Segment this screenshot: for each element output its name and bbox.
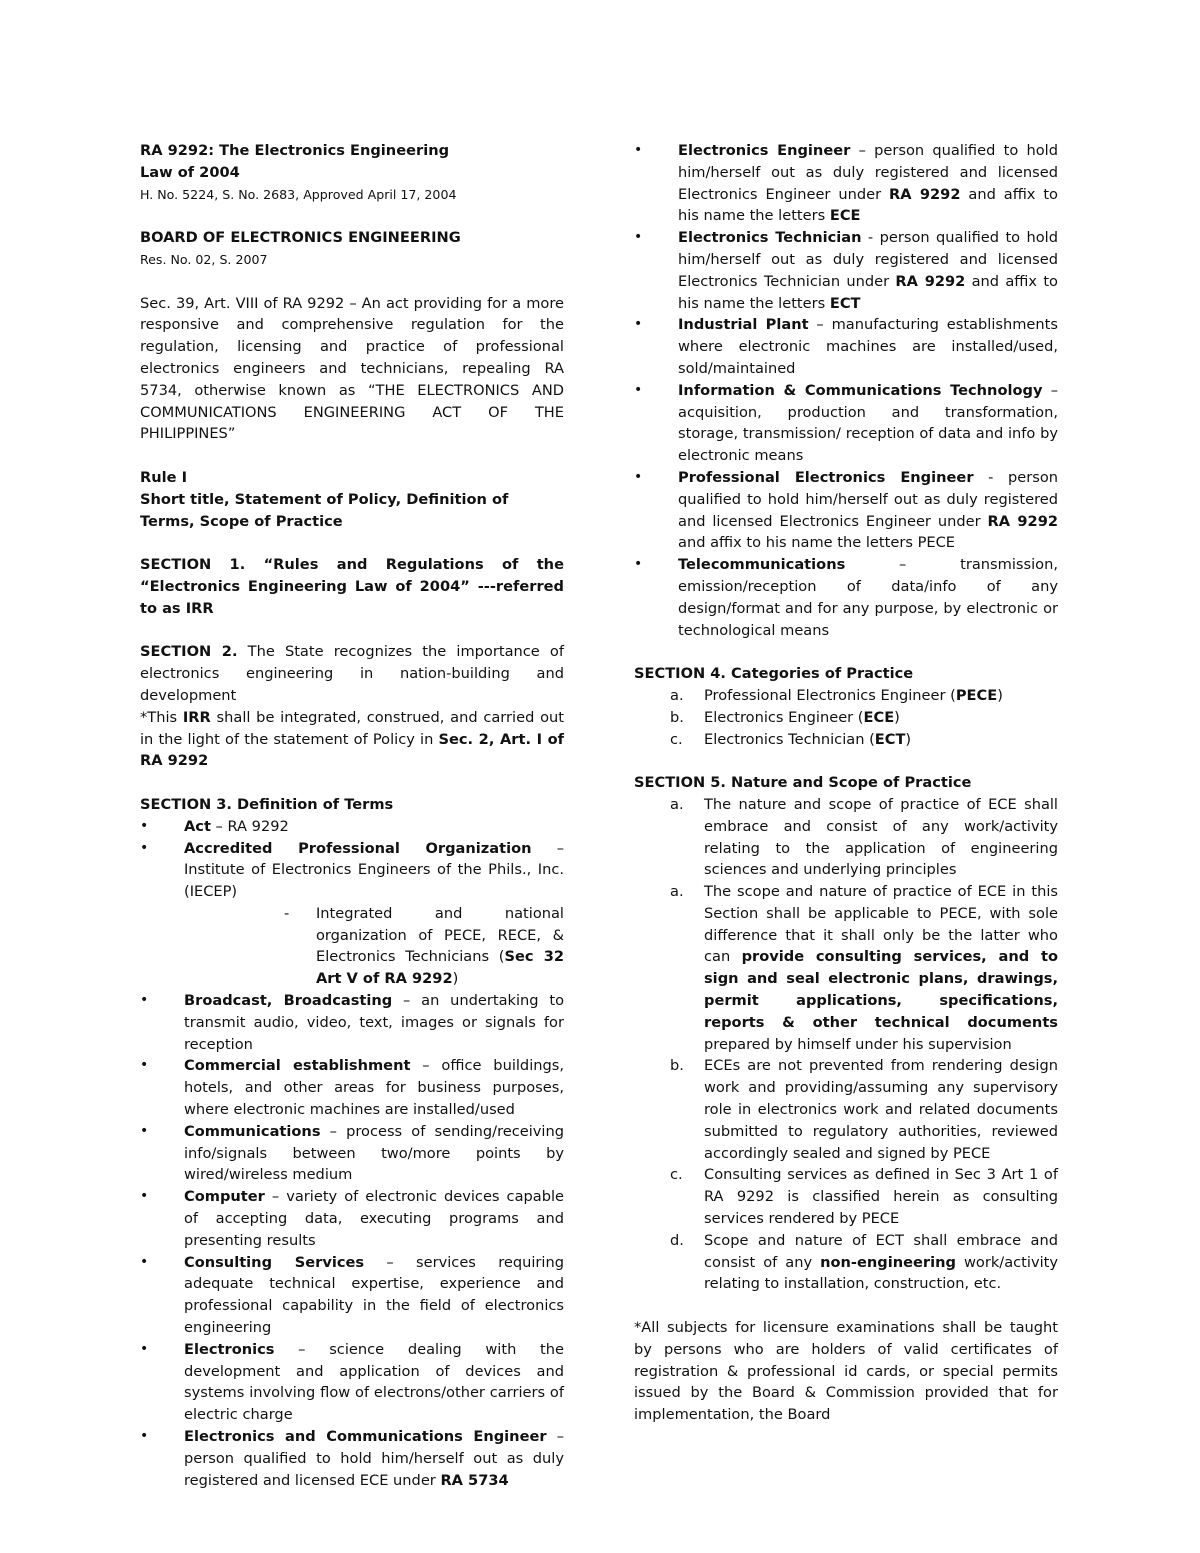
term-item — [140, 838, 564, 903]
term-name: Act — [184, 817, 211, 835]
term-def: variety of electronic devices capable of accepting data, executing programs and presenting results — [184, 1188, 565, 1249]
board-heading: BOARD OF ELECTRONICS ENGINEERING — [140, 229, 461, 247]
term-ref: RA 9292 — [888, 185, 961, 203]
term-name: Electronics — [184, 1340, 275, 1358]
term-sep: – — [546, 1428, 565, 1446]
section1-label: SECTION 1. — [140, 556, 246, 574]
term-sep: – — [1042, 381, 1058, 399]
term-item — [634, 554, 1058, 641]
intro-paragraph: Sec. 39, Art. VIII of RA 9292 – An act providing for a more responsive and comprehensive regulation for the regulation, licensing and practice of professional electronics engineers and technicians, repealing RA 5734, otherwise known as “THE ELECTRONICS AND COMMUNICATIONS ENGINEERING ACT OF THE PHILIPPINES” — [140, 294, 564, 443]
term-name: Telecommunications — [678, 556, 846, 574]
scope-list — [634, 794, 1058, 1295]
scope-item — [634, 881, 1058, 1055]
section2-note-ref: Sec. 2, Art. I of RA 9292 — [140, 730, 564, 770]
list-marker: b. — [670, 1057, 684, 1075]
rule-number: Rule I — [140, 468, 188, 486]
term-name: Electronics Engineer — [678, 142, 851, 159]
scope-item — [634, 1055, 1058, 1164]
categories-list — [634, 685, 1058, 750]
term-item — [140, 990, 564, 1055]
term-sep: – — [210, 817, 228, 835]
category-item — [634, 707, 1058, 729]
term-item — [140, 1339, 564, 1426]
scope-text: Scope and nature of ECT shall embrace and consist of any — [704, 1231, 1058, 1271]
term-name: Information & Communications Technology — [678, 381, 1043, 399]
section2-note-irr: IRR — [182, 708, 211, 726]
term-def: person qualified to hold him/herself out as duly registered and licensed ECE under — [184, 1449, 564, 1489]
scope-bold: non-engineering — [820, 1253, 956, 1271]
category-abbr: ECT — [874, 730, 906, 748]
term-sep: – — [364, 1253, 417, 1271]
term-sep: – — [264, 1188, 287, 1206]
list-marker: b. — [670, 708, 684, 726]
section2-label: SECTION 2. — [140, 643, 238, 661]
scope-text: ECEs are not prevented from rendering design work and providing/assuming any supervisory role in electronics work and related documents submitted to regulatory authorities, reviewed accordingly sealed and signed by PECE — [704, 1057, 1058, 1162]
term-def: acquisition, production and transformation, storage, transmission/ reception of data and info by electronic means — [678, 403, 1058, 465]
category-tail: ) — [905, 730, 912, 748]
section1 — [140, 554, 564, 619]
term-def: services requiring adequate technical expertise, experience and professional capability in the field of electronics engineering — [184, 1253, 565, 1337]
section5-heading: SECTION 5. Nature and Scope of Practice — [634, 774, 972, 792]
term-def: RA 9292 — [227, 817, 289, 835]
term-ref: RA 9292 — [895, 272, 966, 290]
rule-title: Short title, Statement of Policy, Definition of Terms, Scope of Practice — [140, 490, 509, 530]
term-sep: – — [531, 839, 564, 857]
doc-title-line1: RA 9292: The Electronics Engineering — [140, 142, 450, 159]
terms-list-right — [634, 140, 1058, 641]
list-marker: a. — [670, 883, 684, 901]
right-column — [634, 140, 1058, 1426]
section2-text: The State recognizes the importance of electronics engineering in nation-building and development — [140, 643, 564, 704]
term-name: Consulting Services — [184, 1253, 365, 1271]
list-marker: d. — [670, 1231, 684, 1249]
category-abbr: ECE — [863, 708, 895, 726]
term-name: Commercial establishment — [184, 1057, 411, 1075]
scope-tail: prepared by himself under his supervision — [704, 1035, 1012, 1053]
section2-note — [140, 707, 564, 772]
term-sep: – — [808, 316, 832, 334]
term-def: Institute of Electronics Engineers of the Phils., Inc. (IECEP) — [184, 861, 564, 901]
term-item — [140, 1121, 564, 1186]
category-item — [634, 729, 1058, 751]
doc-title-line2: Law of 2004 — [140, 163, 240, 181]
section2 — [140, 641, 564, 706]
term-def: transmission, emission/reception of data/info of any design/format and for any purpose, by electronic or technological means — [678, 556, 1058, 639]
footnote: *All subjects for licensure examinations shall be taught by persons who are holders of valid certificates of registration & professional id cards, or special permits issued by the Board & Commission provided that for implementation, the Board — [634, 1319, 1058, 1424]
term-def: person qualified to hold him/herself out as duly registered and licensed Electronics Technician under — [678, 229, 1058, 290]
term-name: Communications — [184, 1122, 321, 1140]
term-letters: ECT — [829, 294, 861, 312]
term-item — [140, 1186, 564, 1251]
sub-item-tail: ) — [452, 970, 459, 988]
term-def: person qualified to hold him/herself out as duly registered and licensed Electronics Engineer under — [678, 468, 1058, 530]
category-item — [634, 685, 1058, 707]
term-sep: – — [320, 1122, 347, 1140]
approval-line: H. No. 5224, S. No. 2683, Approved April 17, 2004 — [140, 186, 457, 202]
term-letters: ECE — [829, 207, 861, 225]
section4-heading: SECTION 4. Categories of Practice — [634, 665, 914, 683]
category-tail: ) — [997, 686, 1003, 704]
section3-heading: SECTION 3. Definition of Terms — [140, 795, 394, 813]
term-name: Computer — [184, 1188, 265, 1206]
list-marker: c. — [670, 730, 683, 748]
scope-text: The nature and scope of practice of ECE shall embrace and consist of any work/activity relating to the application of engineering sciences and underlying principles — [704, 795, 1058, 879]
term-def: process of sending/receiving info/signals between two/more points by wired/wireless medium — [184, 1122, 564, 1184]
term-def-tail: and affix to his name the letters PECE — [678, 534, 956, 552]
term-sep: – — [845, 556, 961, 574]
term-ref: RA 5734 — [440, 1471, 509, 1489]
term-sep: – — [850, 142, 875, 159]
terms-list-left-cont — [140, 990, 564, 1491]
term-def: manufacturing establishments where electronic machines are installed/used, sold/maintained — [678, 316, 1058, 377]
scope-text: The scope and nature of practice of ECE in this Section shall be applicable to PECE, with sole difference that it shall only be the latter who can — [704, 883, 1058, 966]
list-marker: c. — [670, 1166, 683, 1184]
term-item — [634, 227, 1058, 314]
term-def: office buildings, hotels, and other areas for business purposes, where electronic machines are installed/used — [184, 1057, 564, 1119]
sub-item — [140, 903, 564, 990]
term-sep: - — [973, 468, 1008, 486]
category-text: Professional Electronics Engineer ( — [704, 686, 956, 704]
term-def: an undertaking to transmit audio, video, text, images or signals for reception — [184, 992, 565, 1053]
scope-item — [634, 1230, 1058, 1295]
left-column — [140, 140, 564, 1491]
scope-text: Consulting services as defined in Sec 3 Art 1 of RA 9292 is classified herein as consulting services rendered by PECE — [704, 1166, 1058, 1228]
scope-item — [634, 1164, 1058, 1229]
term-sep: – — [410, 1057, 442, 1075]
term-sep: – — [392, 992, 422, 1010]
terms-list-left — [140, 816, 564, 903]
term-name: Industrial Plant — [678, 316, 809, 334]
term-sep: - — [861, 229, 880, 247]
sub-item-text: Integrated and national organization of PECE, RECE, & Electronics Technicians ( — [316, 904, 564, 966]
category-tail: ) — [894, 708, 900, 726]
term-name: Electronics and Communications Engineer — [184, 1428, 547, 1446]
section2-note-mid: shall be integrated, construed, and carried out in the light of the statement of Policy in — [140, 708, 564, 748]
term-item — [140, 1426, 564, 1491]
category-abbr: PECE — [955, 686, 998, 704]
term-item — [634, 467, 1058, 554]
term-sep: – — [274, 1340, 330, 1358]
scope-tail: work/activity relating to installation, construction, etc. — [704, 1253, 1058, 1293]
category-text: Electronics Technician ( — [704, 730, 875, 748]
term-item — [634, 140, 1058, 227]
list-marker: a. — [670, 686, 684, 704]
category-text: Electronics Engineer ( — [704, 708, 864, 726]
dash-marker: - — [284, 904, 290, 922]
term-item — [634, 314, 1058, 379]
term-def-tail: and affix to his name the letters — [678, 272, 1058, 312]
term-item — [140, 1252, 564, 1339]
resolution-line: Res. No. 02, S. 2007 — [140, 251, 268, 267]
term-name: Professional Electronics Engineer — [678, 468, 974, 486]
term-name: Broadcast, Broadcasting — [184, 992, 393, 1010]
term-item — [140, 816, 564, 838]
term-item — [140, 1055, 564, 1120]
scope-bold: provide consulting services, and to sign and seal electronic plans, drawings, permit applications, specifications, reports & other technical documents — [704, 948, 1059, 1031]
sub-item-ref: Sec 32 Art V of RA 9292 — [316, 948, 565, 988]
section2-note-prefix: *This — [140, 708, 183, 726]
term-def: person qualified to hold him/herself out as duly registered and licensed Electronics Engineer under — [678, 142, 1058, 203]
term-item — [634, 380, 1058, 467]
term-name: Electronics Technician — [678, 229, 862, 247]
term-ref: RA 9292 — [987, 512, 1059, 530]
list-marker: a. — [670, 795, 684, 813]
term-def-tail: and affix to his name the letters — [678, 185, 1058, 225]
term-name: Accredited Professional Organization — [184, 839, 532, 857]
scope-item — [634, 794, 1058, 881]
section1-text: “Rules and Regulations of the “Electronics Engineering Law of 2004” ---referred to as IRR — [140, 556, 564, 617]
term-def: science dealing with the development and application of devices and systems involving flow of electrons/other carriers of electric charge — [184, 1340, 564, 1424]
